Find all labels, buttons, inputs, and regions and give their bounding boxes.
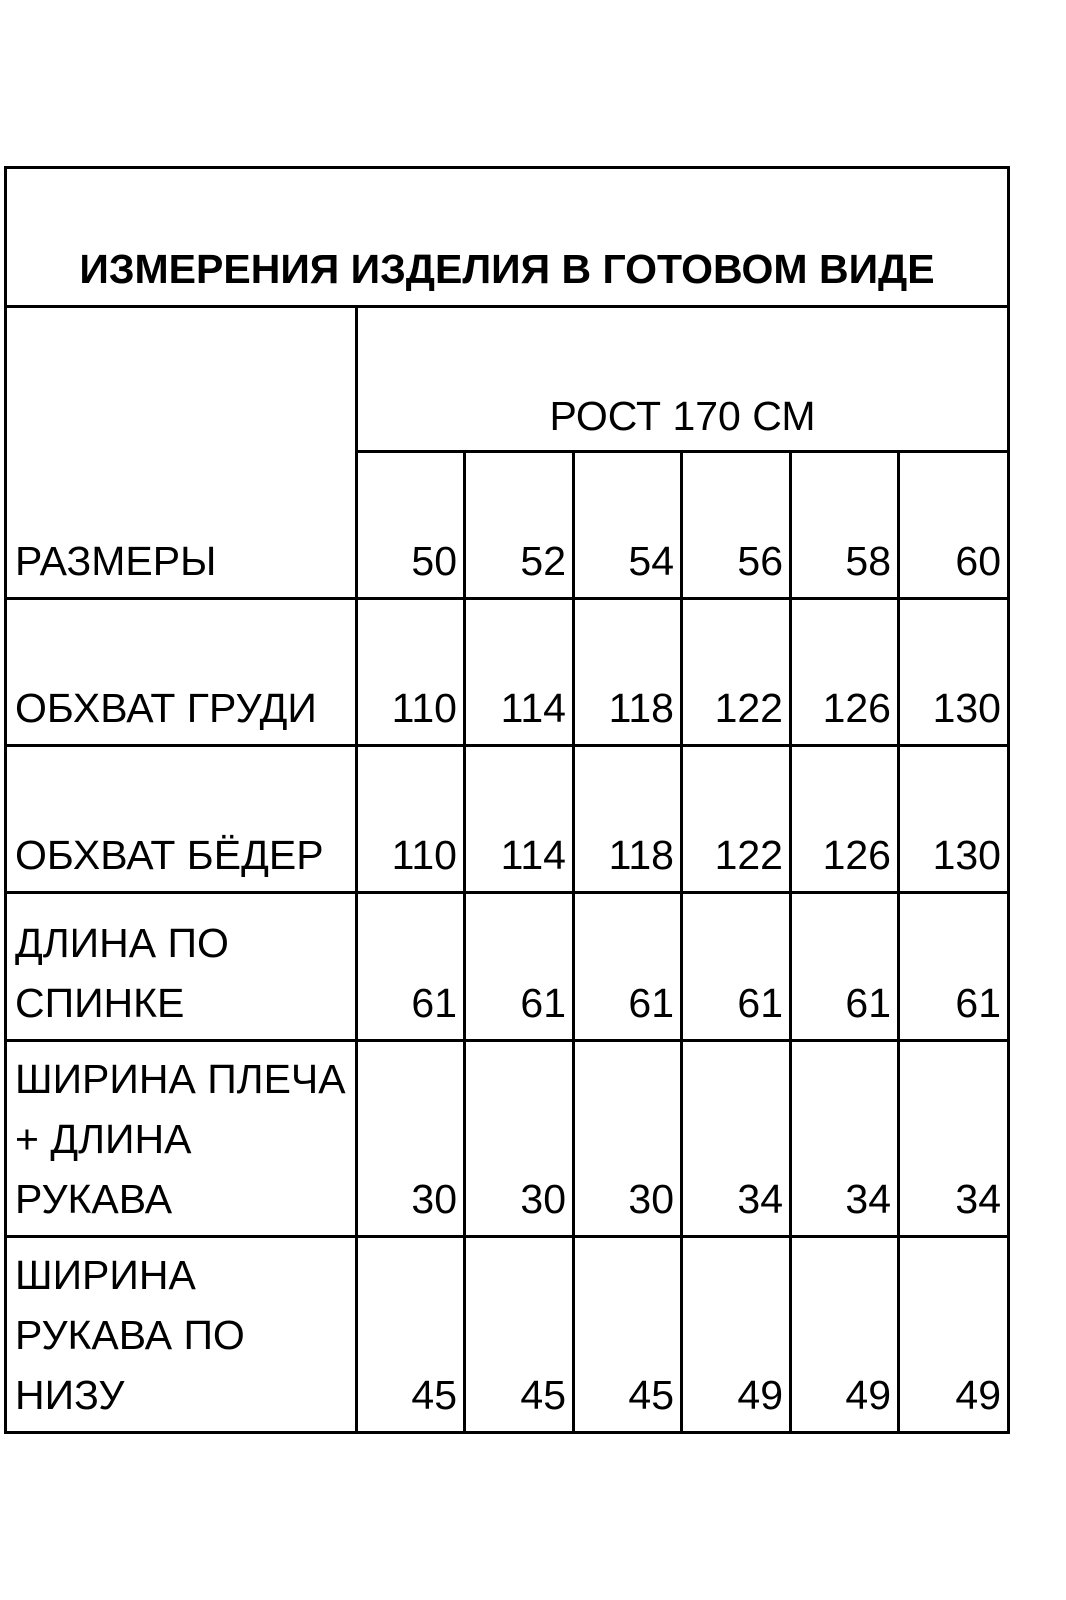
chest-value-cell: 114 [465,599,574,746]
back-length-value-cell: 61 [899,893,1009,1041]
shoulder-sleeve-value-cell: 34 [899,1041,1009,1237]
cuff-width-value-cell: 45 [357,1237,465,1433]
cuff-width-value-cell: 49 [791,1237,899,1433]
measurements-table [4,166,1010,1434]
hips-value-cell: 114 [465,746,574,893]
size-value-cell: 56 [682,452,791,599]
chest-value-cell: 130 [899,599,1009,746]
table-row [6,1041,1009,1237]
back-length-value-cell: 61 [791,893,899,1041]
shoulder-sleeve-value-cell: 34 [791,1041,899,1237]
chest-value-cell: 122 [682,599,791,746]
shoulder-sleeve-value-cell: 30 [357,1041,465,1237]
cuff-width-value-cell: 49 [899,1237,1009,1433]
table-row [6,1237,1009,1433]
back-length-value-cell: 61 [465,893,574,1041]
cuff-width-value-cell: 45 [574,1237,682,1433]
row-label-back-length: ДЛИНА ПО СПИНКЕ [6,893,357,1041]
size-value-cell: 50 [357,452,465,599]
back-length-value-cell: 61 [682,893,791,1041]
chest-value-cell: 118 [574,599,682,746]
hips-value-cell: 118 [574,746,682,893]
back-length-value-cell: 61 [574,893,682,1041]
cuff-width-value-cell: 49 [682,1237,791,1433]
shoulder-sleeve-value-cell: 30 [574,1041,682,1237]
size-value-cell: 60 [899,452,1009,599]
shoulder-sleeve-value-cell: 34 [682,1041,791,1237]
row-label-shoulder-sleeve: ШИРИНА ПЛЕЧА + ДЛИНА РУКАВА [6,1041,357,1237]
table-row [6,746,1009,893]
height-header: РОСТ 170 СМ [357,307,1009,452]
table-row [6,893,1009,1041]
cuff-width-value-cell: 45 [465,1237,574,1433]
size-value-cell: 58 [791,452,899,599]
shoulder-sleeve-value-cell: 30 [465,1041,574,1237]
chest-value-cell: 110 [357,599,465,746]
row-label-hips: ОБХВАТ БЁДЕР [6,746,357,893]
size-value-cell: 52 [465,452,574,599]
hips-value-cell: 130 [899,746,1009,893]
row-label-chest: ОБХВАТ ГРУДИ [6,599,357,746]
row-label-sizes: РАЗМЕРЫ [6,307,357,599]
back-length-value-cell: 61 [357,893,465,1041]
hips-value-cell: 122 [682,746,791,893]
row-label-cuff-width: ШИРИНА РУКАВА ПО НИЗУ [6,1237,357,1433]
table-title: ИЗМЕРЕНИЯ ИЗДЕЛИЯ В ГОТОВОМ ВИДЕ [6,168,1009,307]
hips-value-cell: 126 [791,746,899,893]
size-value-cell: 54 [574,452,682,599]
table-row [6,599,1009,746]
hips-value-cell: 110 [357,746,465,893]
chest-value-cell: 126 [791,599,899,746]
